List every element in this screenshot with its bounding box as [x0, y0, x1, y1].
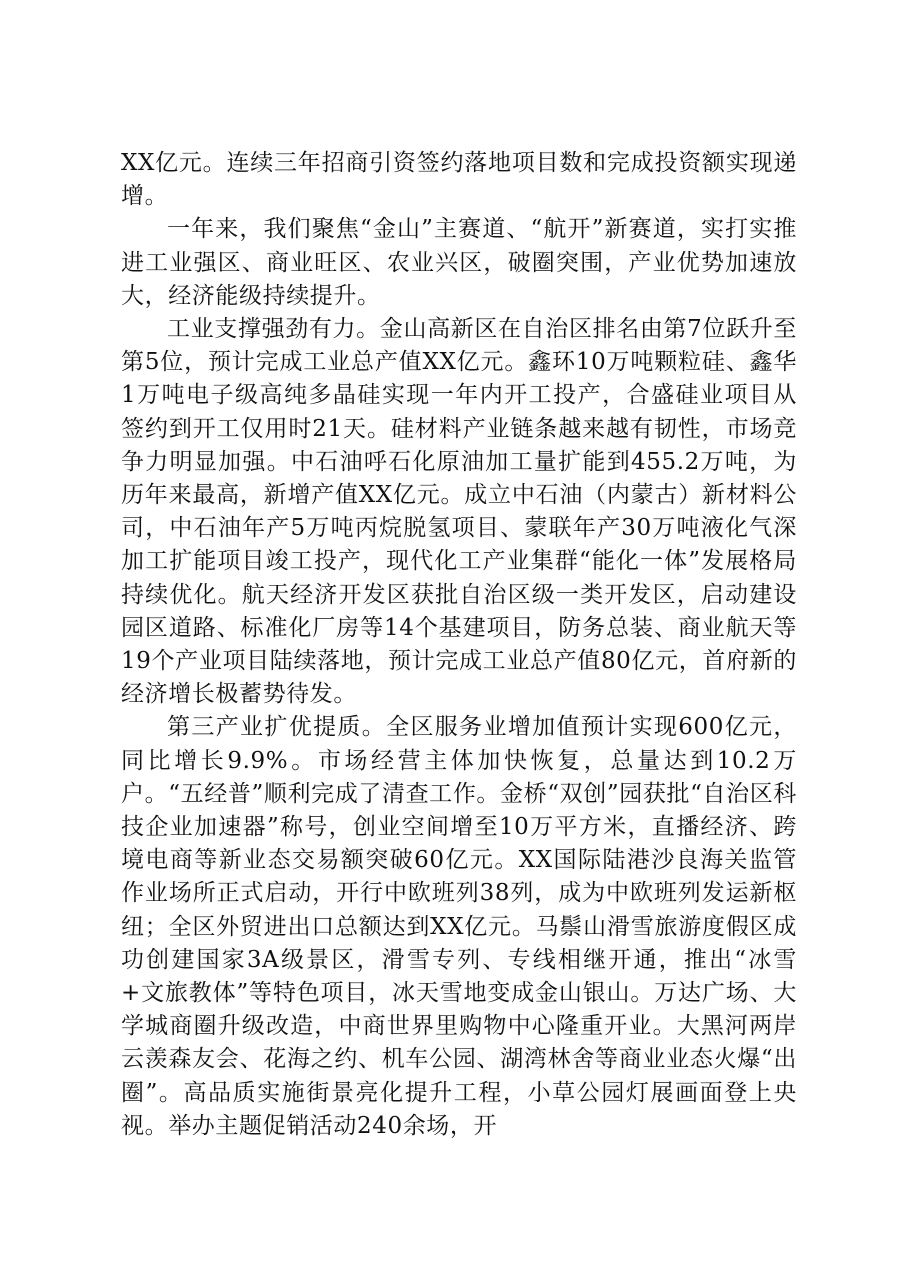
paragraph-tertiary-industry: 第三产业扩优提质。全区服务业增加值预计实现600亿元，同比增长9.9%。市场经营主体加快恢复，总量达到10.2万户。“五经普”顺利完成了清查工作。金桥“双创”园获批“自治区科技企业加速器”称号，创业空间增至10万平方米，直播经济、跨境电商等新业态交易额突破60亿元。XX国际陆港沙良海关监管作业场所正式启动，开行中欧班列38列，成为中欧班列发运新枢纽；全区外贸进出口总额达到XX亿元。马鬃山滑雪旅游度假区成功创建国家3A级景区，滑雪专列、专线相继开通，推出“冰雪+文旅教体”等特色项目，冰天雪地变成金山银山。万达广场、大学城商圈升级改造，中商世界里购物中心隆重开业。大黑河两岸云羡森友会、花海之约、机车公园、湖湾林舍等商业业态火爆“出圈”。高品质实施街景亮化提升工程，小草公园灯展画面登上央视。举办主题促销活动240余场，开: [121, 714, 797, 1139]
paragraph-industry: 工业支撑强劲有力。金山高新区在自治区排名由第7位跃升至第5位，预计完成工业总产值XX亿元。鑫环10万吨颗粒硅、鑫华1万吨电子级高纯多晶硅实现一年内开工投产，合盛硅业项目从签约到开工仅用时21天。硅材料产业链条越来越有韧性，市场竞争力明显加强。中石油呼石化原油加工量扩能到455.2万吨，为历年来最高，新增产值XX亿元。成立中石油（内蒙古）新材料公司，中石油年产5万吨丙烷脱氢项目、蒙联年产30万吨液化气深加工扩能项目竣工投产，现代化工产业集群“能化一体”发展格局持续优化。航天经济开发区获批自治区级一类开发区，启动建设园区道路、标准化厂房等14个基建项目，防务总装、商业航天等19个产业项目陆续落地，预计完成工业总产值80亿元，首府新的经济增长极蓄势待发。: [121, 316, 797, 708]
paragraph-overview: 一年来，我们聚焦“金山”主赛道、“航开”新赛道，实打实推进工业强区、商业旺区、农业兴区，破圈突围，产业优势加速放大，经济能级持续提升。: [121, 216, 797, 309]
document-body: [121, 147, 797, 1143]
paragraph-continuation: XX亿元。连续三年招商引资签约落地项目数和完成投资额实现递增。: [121, 150, 797, 210]
